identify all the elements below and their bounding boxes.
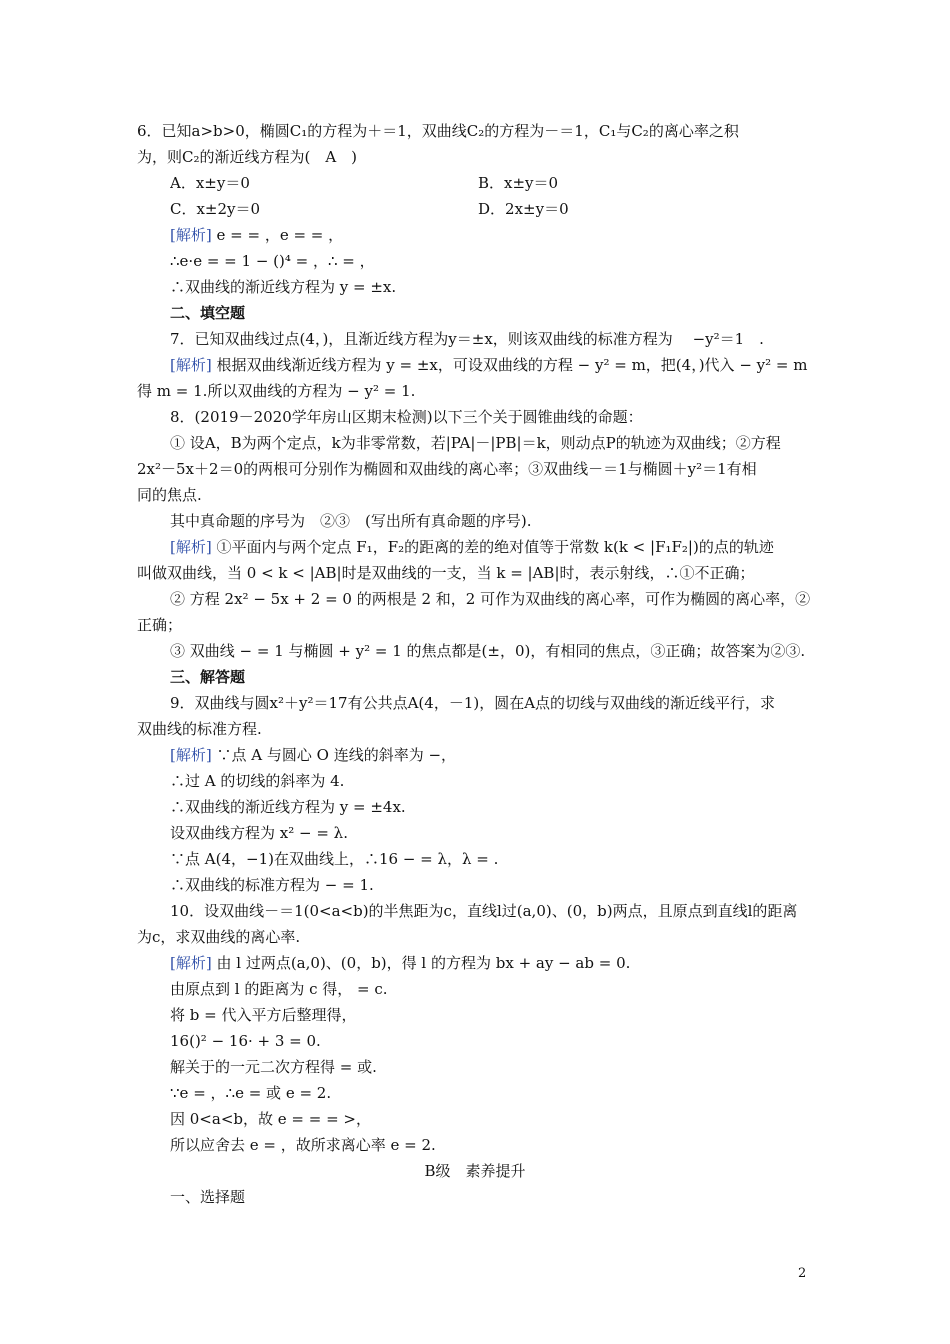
analysis-label: [解析]: [170, 954, 212, 972]
q6-conclusion: ∴双曲线的渐近线方程为 y = ±x.: [170, 278, 397, 296]
q10-analysis-text: 由 l 过两点(a,0)、(0，b)，得 l 的方程为 bx + ay − ab = 0.: [216, 954, 631, 972]
q8-prop1: ① 设A，B为两个定点，k为非零常数，若|PA|－|PB|＝k，则动点P的轨迹为双曲线；②方程: [170, 434, 781, 452]
q9-step4: ∵点 A(4，−1)在双曲线上，∴16 − = λ，λ = .: [170, 850, 499, 868]
analysis-label: [解析]: [170, 356, 212, 374]
q9-analysis: [170, 744, 817, 766]
q7-analysis-text: 根据双曲线渐近线方程为 y = ±x，可设双曲线的方程 − y² = m，把(4，)代入 − y² = m: [216, 356, 808, 374]
q8-analysis-cont3: 正确；: [137, 616, 183, 634]
q8-analysis: [170, 536, 817, 558]
q9-step1: ∴过 A 的切线的斜率为 4.: [170, 772, 345, 790]
q7-analysis: [170, 354, 817, 376]
section-choice: 一、选择题: [170, 1188, 246, 1206]
q7-analysis-cont: 得 m = 1.所以双曲线的方程为 − y² = 1.: [137, 382, 416, 400]
q9-analysis-text: ∵点 A 与圆心 O 连线的斜率为 −，: [216, 746, 457, 764]
q8-analysis-cont4: ③ 双曲线 − = 1 与椭圆 + y² = 1 的焦点都是(±，0)，有相同的焦点，③正确；故答案为②③.: [170, 642, 806, 660]
q6-option-c: C．x±2y＝0: [170, 200, 261, 218]
q6-line2: 为，则C₂的渐近线方程为( A ): [137, 148, 358, 166]
analysis-label: [解析]: [170, 538, 212, 556]
q7-stem: 7．已知双曲线过点(4，)，且渐近线方程为y＝±x，则该双曲线的标准方程为 −y²＝1 .: [170, 330, 764, 348]
analysis-label: [解析]: [170, 226, 212, 244]
q6-line1: 6．已知a>b>0，椭圆C₁的方程为＋＝1，双曲线C₂的方程为－＝1，C₁与C₂的离心率之积: [137, 122, 739, 140]
page-number: 2: [798, 1266, 807, 1281]
q10-stem: 10．设双曲线－＝1(0<a<b)的半焦距为c，直线l过(a,0)、(0，b)两点，且原点到直线l的距离: [170, 902, 798, 920]
q10-step5: ∵e = ，∴e = 或 e = 2.: [170, 1084, 332, 1102]
q8-prop3: 同的焦点.: [137, 486, 202, 504]
q8-ask: 其中真命题的序号为 ②③ (写出所有真命题的序号).: [170, 512, 532, 530]
q8-analysis-cont2: ② 方程 2x² − 5x + 2 = 0 的两根是 2 和，2 可作为双曲线的离心率，可作为椭圆的离心率，②: [170, 590, 811, 608]
q10-step3: 16()² − 16· + 3 = 0.: [170, 1032, 321, 1050]
q9-step2: ∴双曲线的渐近线方程为 y = ±4x.: [170, 798, 406, 816]
q6-option-b: B．x±y＝0: [478, 174, 559, 192]
q10-step2: 将 b = 代入平方后整理得，: [170, 1006, 357, 1024]
q9-step5: ∴双曲线的标准方程为 − = 1.: [170, 876, 374, 894]
q6-step: ∴e·e = = 1 − ()⁴ = ，∴ = ，: [170, 252, 375, 270]
q9-stem: 9．双曲线与圆x²＋y²＝17有公共点A(4，－1)，圆在A点的切线与双曲线的渐近线平行，求: [170, 694, 776, 712]
q10-step7: 所以应舍去 e = ，故所求离心率 e = 2.: [170, 1136, 436, 1154]
q6-option-d: D．2x±y＝0: [478, 200, 569, 218]
q6-analysis-text: e = = ，e = = ，: [216, 226, 344, 244]
analysis-label: [解析]: [170, 746, 212, 764]
q6-analysis: [170, 224, 817, 246]
section-fill-in: 二、填空题: [170, 304, 246, 322]
section-answer: 三、解答题: [170, 668, 246, 686]
q8-analysis-cont1: 叫做双曲线，当 0 < k < |AB|时是双曲线的一支，当 k = |AB|时，表示射线，∴①不正确；: [137, 564, 755, 582]
q10-step1: 由原点到 l 的距离为 c 得， = c.: [170, 980, 388, 998]
q6-option-a: A．x±y＝0: [170, 174, 250, 192]
q9-step3: 设双曲线方程为 x² − = λ.: [170, 824, 348, 842]
section-b-level: B级 素养提升: [424, 1162, 526, 1180]
q10-step4: 解关于的一元二次方程得 = 或.: [170, 1058, 377, 1076]
q10-step6: 因 0<a<b，故 e = = = >，: [170, 1110, 371, 1128]
q8-stem: 8．(2019－2020学年房山区期末检测)以下三个关于圆锥曲线的命题：: [170, 408, 643, 426]
q10-analysis: [170, 952, 817, 974]
q8-analysis-text: ①平面内与两个定点 F₁，F₂的距离的差的绝对值等于常数 k(k < |F₁F₂|)的点的轨迹: [216, 538, 774, 556]
q8-prop2: 2x²－5x＋2＝0的两根可分别作为椭圆和双曲线的离心率；③双曲线－＝1与椭圆＋y²＝1有相: [137, 460, 757, 478]
q9-stem-cont: 双曲线的标准方程.: [137, 720, 262, 738]
q10-stem-cont: 为c，求双曲线的离心率.: [137, 928, 301, 946]
